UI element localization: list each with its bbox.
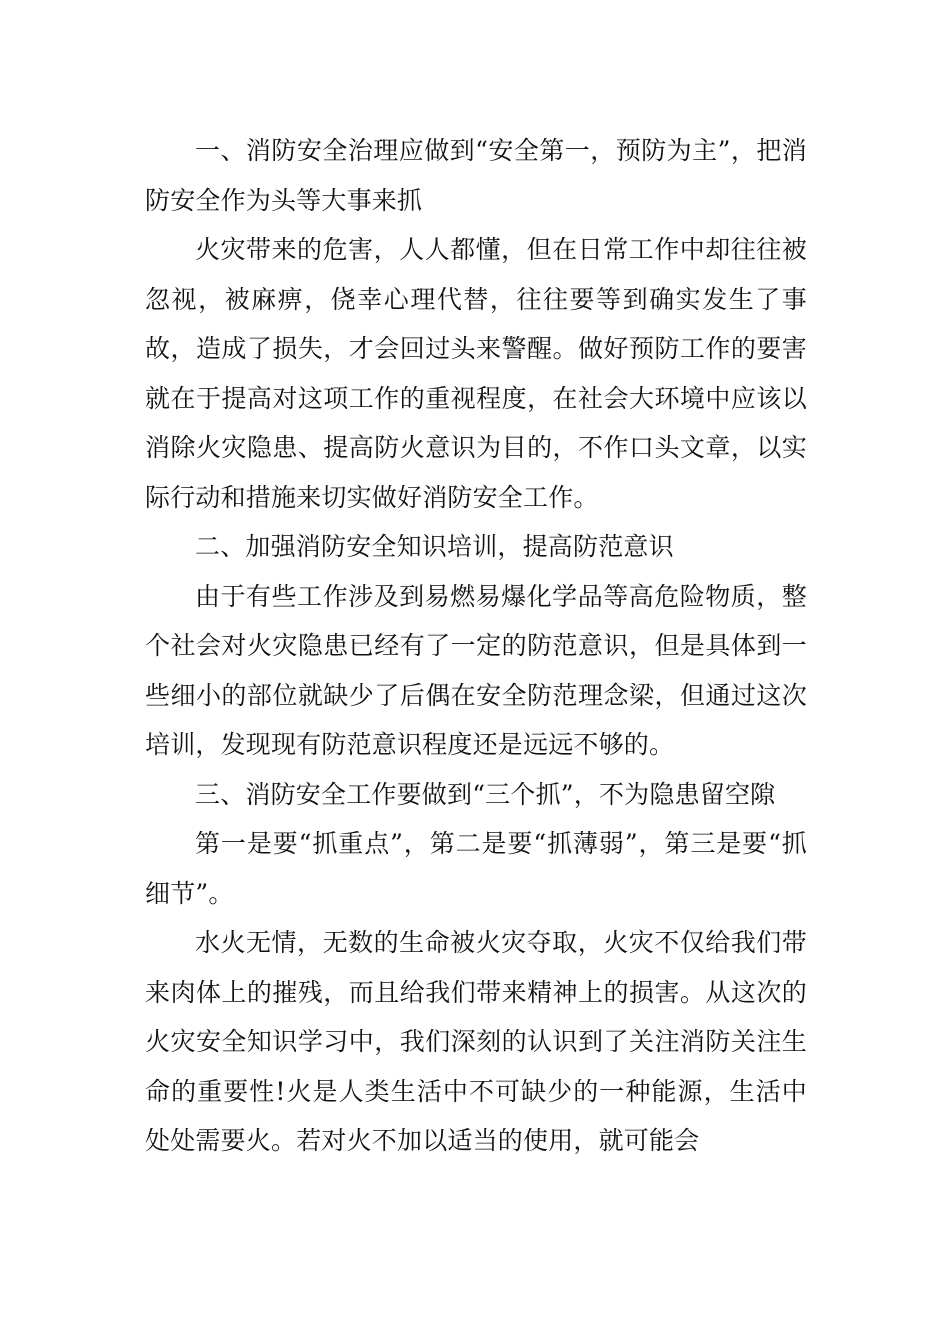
heading-2: 二、加强消防安全知识培训，提高防范意识 (195, 532, 674, 561)
paragraph-2: 由于有些工作涉及到易燃易爆化学品等高危险物质，整个社会对火灾隐患已经有了一定的防范意识，但是具体到一些细小的部位就缺少了后偶在安全防范理念梁，但通过这次培训，发现现有防范意识程度还是远远不够的。 (145, 581, 807, 759)
heading-3: 三、消防安全工作要做到“三个抓”，不为隐患留空隙 (195, 779, 776, 809)
paragraph-1: 火灾带来的危害，人人都懂，但在日常工作中却往往被忽视，被麻痹，侥幸心理代替，往往要等到确实发生了事故，造成了损失，才会回过头来警醒。做好预防工作的要害就在于提高对这项工作的重视程度，在社会大环境中应该以消除火灾隐患、提高防火意识为目的，不作口头文章，以实际行动和措施来切实做好消防安全工作。 (145, 235, 807, 512)
paragraph-4: 水火无情，无数的生命被火灾夺取，火灾不仅给我们带来肉体上的摧残，而且给我们带来精神上的损害。从这次的火灾安全知识学习中，我们深刻的认识到了关注消防关注生命的重要性!火是人类生活中不可缺少的一种能源，生活中处处需要火。若对火不加以适当的使用，就可能会 (145, 928, 807, 1155)
paragraph-3: 第一是要“抓重点”，第二是要“抓薄弱”，第三是要“抓细节”。 (145, 829, 807, 908)
heading-1: 一、消防安全治理应做到“安全第一，预防为主”，把消防安全作为头等大事来抓 (145, 136, 807, 215)
document-body (145, 126, 807, 1166)
